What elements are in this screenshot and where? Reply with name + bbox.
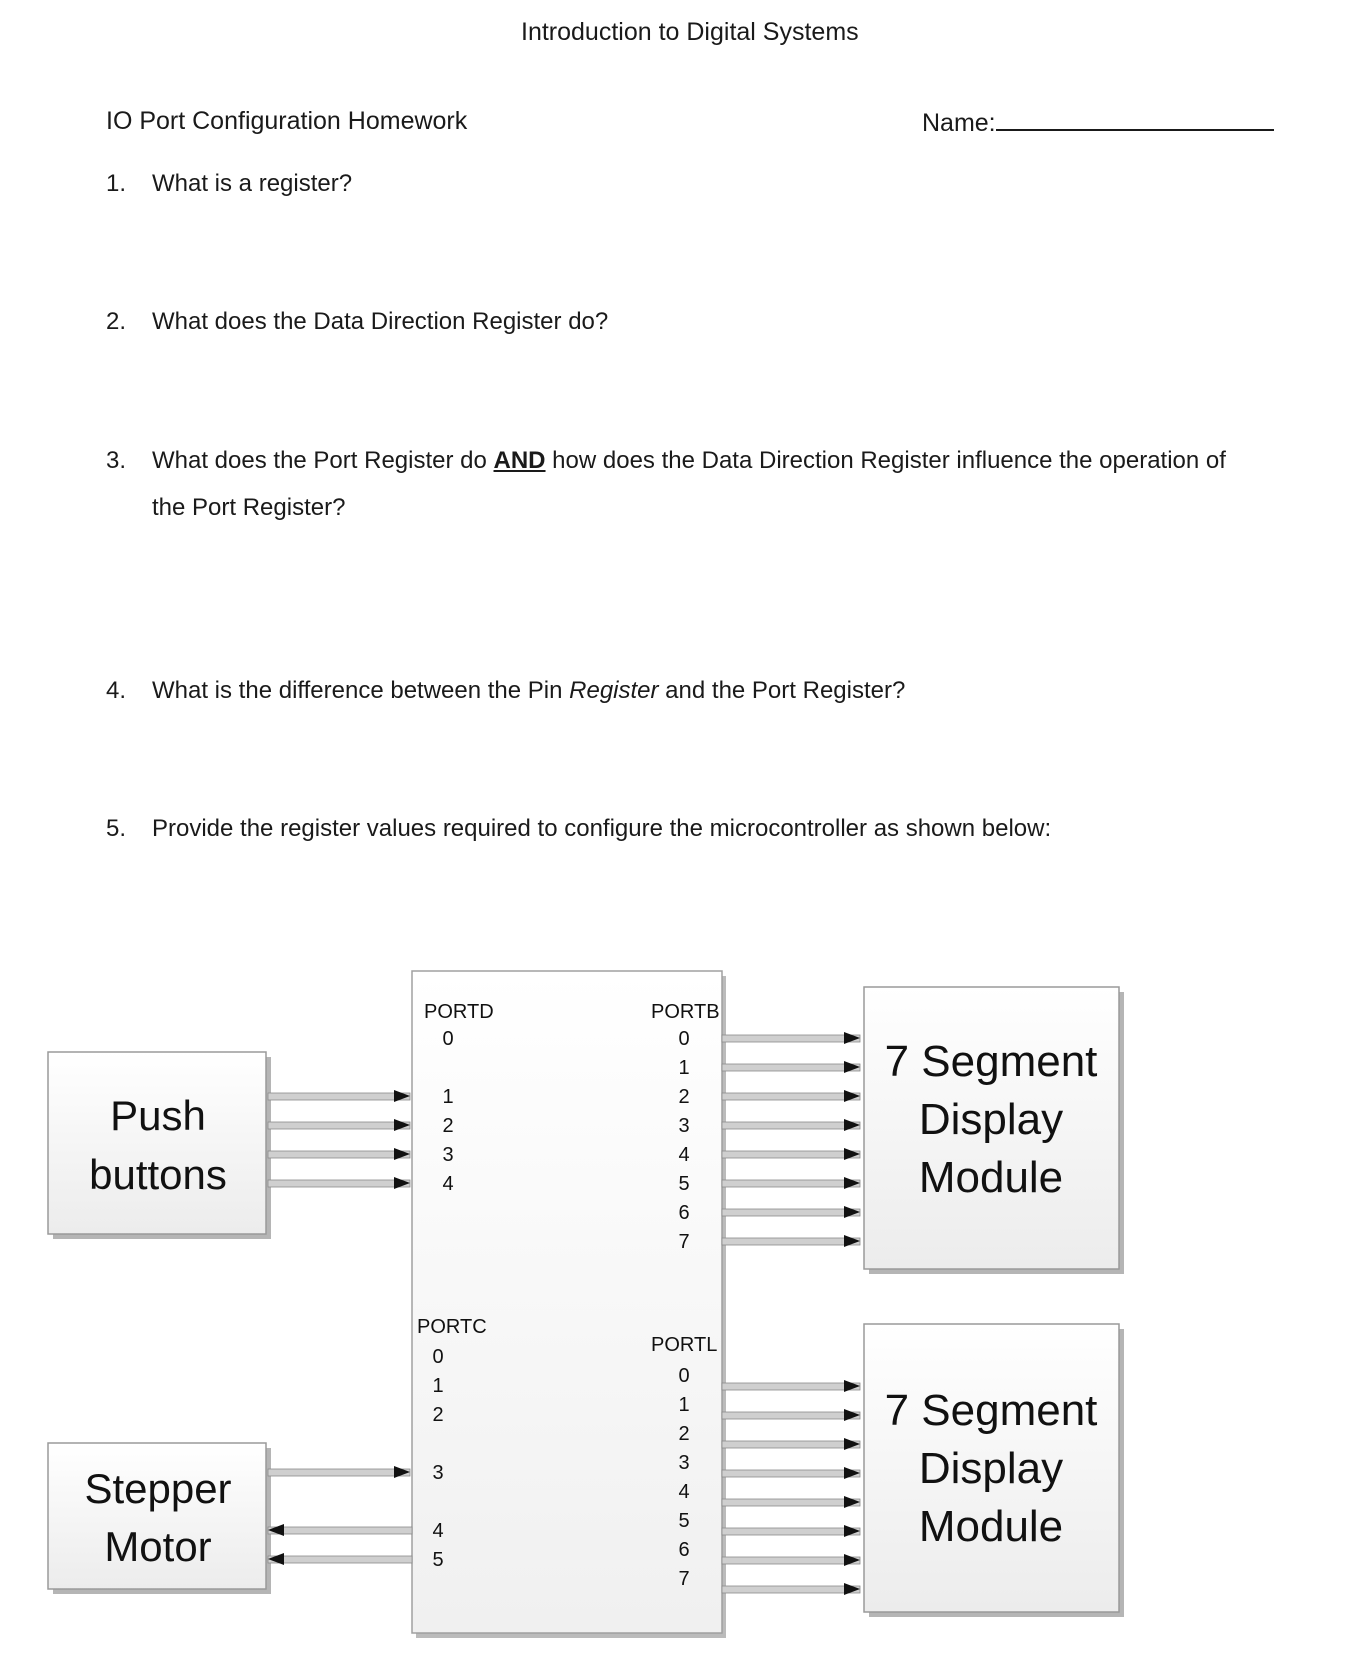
display-bottom-label: 7 Segment bbox=[884, 1386, 1098, 1435]
name-label: Name: bbox=[922, 109, 996, 137]
push-buttons-label: buttons bbox=[89, 1151, 227, 1198]
portd-pin-3: 3 bbox=[442, 1144, 454, 1166]
portc-pin-2: 2 bbox=[432, 1404, 444, 1426]
portl-pin-1: 1 bbox=[678, 1394, 690, 1416]
portb-wire-1 bbox=[722, 1061, 860, 1073]
question-number: 4. bbox=[106, 677, 127, 704]
portd-label: PORTD bbox=[424, 1001, 494, 1023]
question-number: 3. bbox=[106, 447, 127, 474]
portb-label: PORTB bbox=[651, 1001, 720, 1023]
display-bottom-label: Module bbox=[918, 1502, 1064, 1551]
stepper-motor-label: Motor bbox=[104, 1523, 212, 1570]
portl-wire-5 bbox=[722, 1525, 860, 1537]
push-buttons-label: Push bbox=[110, 1092, 206, 1139]
portb-wire-6 bbox=[722, 1206, 860, 1218]
portl-wire-4 bbox=[722, 1496, 860, 1508]
portd-pin-1: 1 bbox=[442, 1086, 454, 1108]
question-text-part: and the Port Register? bbox=[658, 677, 906, 704]
portl-wire-1 bbox=[722, 1409, 860, 1421]
portl-pin-5: 5 bbox=[678, 1510, 690, 1532]
portd-pin-4: 4 bbox=[442, 1173, 454, 1195]
portl-wire-2 bbox=[722, 1438, 860, 1450]
portl-wire-3 bbox=[722, 1467, 860, 1479]
portb-pin-6: 6 bbox=[678, 1202, 690, 1224]
portl-label: PORTL bbox=[651, 1334, 718, 1356]
portd-pin-0: 0 bbox=[442, 1028, 454, 1050]
portc-pin-5: 5 bbox=[432, 1549, 444, 1571]
question-number: 5. bbox=[106, 815, 127, 842]
portb-wire-3 bbox=[722, 1119, 860, 1131]
question-text-part: how does the Data Direction Register influence the operation of bbox=[545, 447, 1226, 474]
portb-wire-4 bbox=[722, 1148, 860, 1160]
homework-title: IO Port Configuration Homework bbox=[106, 107, 468, 135]
stepper-in-wire-4 bbox=[268, 1524, 412, 1536]
question-text: What does the Data Direction Register do? bbox=[152, 308, 609, 335]
question-text: What is a register? bbox=[152, 170, 353, 197]
portl-pin-7: 7 bbox=[678, 1568, 690, 1590]
question-number: 2. bbox=[106, 308, 127, 335]
portb-wire-2 bbox=[722, 1090, 860, 1102]
portb-pin-4: 4 bbox=[678, 1144, 690, 1166]
question-italic: Register bbox=[569, 677, 659, 704]
stepper-out-wire-3 bbox=[268, 1466, 410, 1478]
course-title: Introduction to Digital Systems bbox=[521, 18, 859, 46]
portb-pin-0: 0 bbox=[678, 1028, 690, 1050]
push-button-wire-4 bbox=[268, 1177, 410, 1189]
portl-wire-7 bbox=[722, 1583, 860, 1595]
push-button-wire-1 bbox=[268, 1090, 410, 1102]
display-top-label: Module bbox=[918, 1153, 1064, 1202]
portl-pin-2: 2 bbox=[678, 1423, 690, 1445]
portl-pin-0: 0 bbox=[678, 1365, 690, 1387]
question-text-part: What does the Port Register do bbox=[152, 447, 494, 474]
portl-wire-0 bbox=[722, 1380, 860, 1392]
question-number: 1. bbox=[106, 170, 127, 197]
portl-pin-6: 6 bbox=[678, 1539, 690, 1561]
push-buttons-box bbox=[48, 1052, 266, 1234]
portb-pin-7: 7 bbox=[678, 1231, 690, 1253]
display-top-label: Display bbox=[918, 1095, 1064, 1144]
portb-wire-7 bbox=[722, 1235, 860, 1247]
microcontroller-body bbox=[412, 971, 722, 1633]
question-emphasis: AND bbox=[493, 447, 546, 474]
stepper-motor-label: Stepper bbox=[84, 1465, 232, 1512]
display-top-label: 7 Segment bbox=[884, 1037, 1098, 1086]
portd-pin-2: 2 bbox=[442, 1115, 454, 1137]
portb-wire-0 bbox=[722, 1032, 860, 1044]
portb-wire-5 bbox=[722, 1177, 860, 1189]
display-bottom-label: Display bbox=[918, 1444, 1064, 1493]
portc-label: PORTC bbox=[417, 1316, 487, 1338]
portb-pin-1: 1 bbox=[678, 1057, 690, 1079]
portb-pin-3: 3 bbox=[678, 1115, 690, 1137]
question-text-part: What is the difference between the Pin bbox=[152, 677, 570, 704]
portl-wire-6 bbox=[722, 1554, 860, 1566]
portl-pin-3: 3 bbox=[678, 1452, 690, 1474]
question-text: Provide the register values required to configure the microcontroller as shown below: bbox=[152, 815, 1052, 842]
push-button-wire-2 bbox=[268, 1119, 410, 1131]
question-text-line2: the Port Register? bbox=[152, 494, 346, 521]
portb-pin-2: 2 bbox=[678, 1086, 690, 1108]
portc-pin-0: 0 bbox=[432, 1346, 444, 1368]
portl-pin-4: 4 bbox=[678, 1481, 690, 1503]
portc-pin-1: 1 bbox=[432, 1375, 444, 1397]
stepper-in-wire-5 bbox=[268, 1553, 412, 1565]
push-button-wire-3 bbox=[268, 1148, 410, 1160]
portc-pin-3: 3 bbox=[432, 1462, 444, 1484]
portc-pin-4: 4 bbox=[432, 1520, 444, 1542]
portb-pin-5: 5 bbox=[678, 1173, 690, 1195]
